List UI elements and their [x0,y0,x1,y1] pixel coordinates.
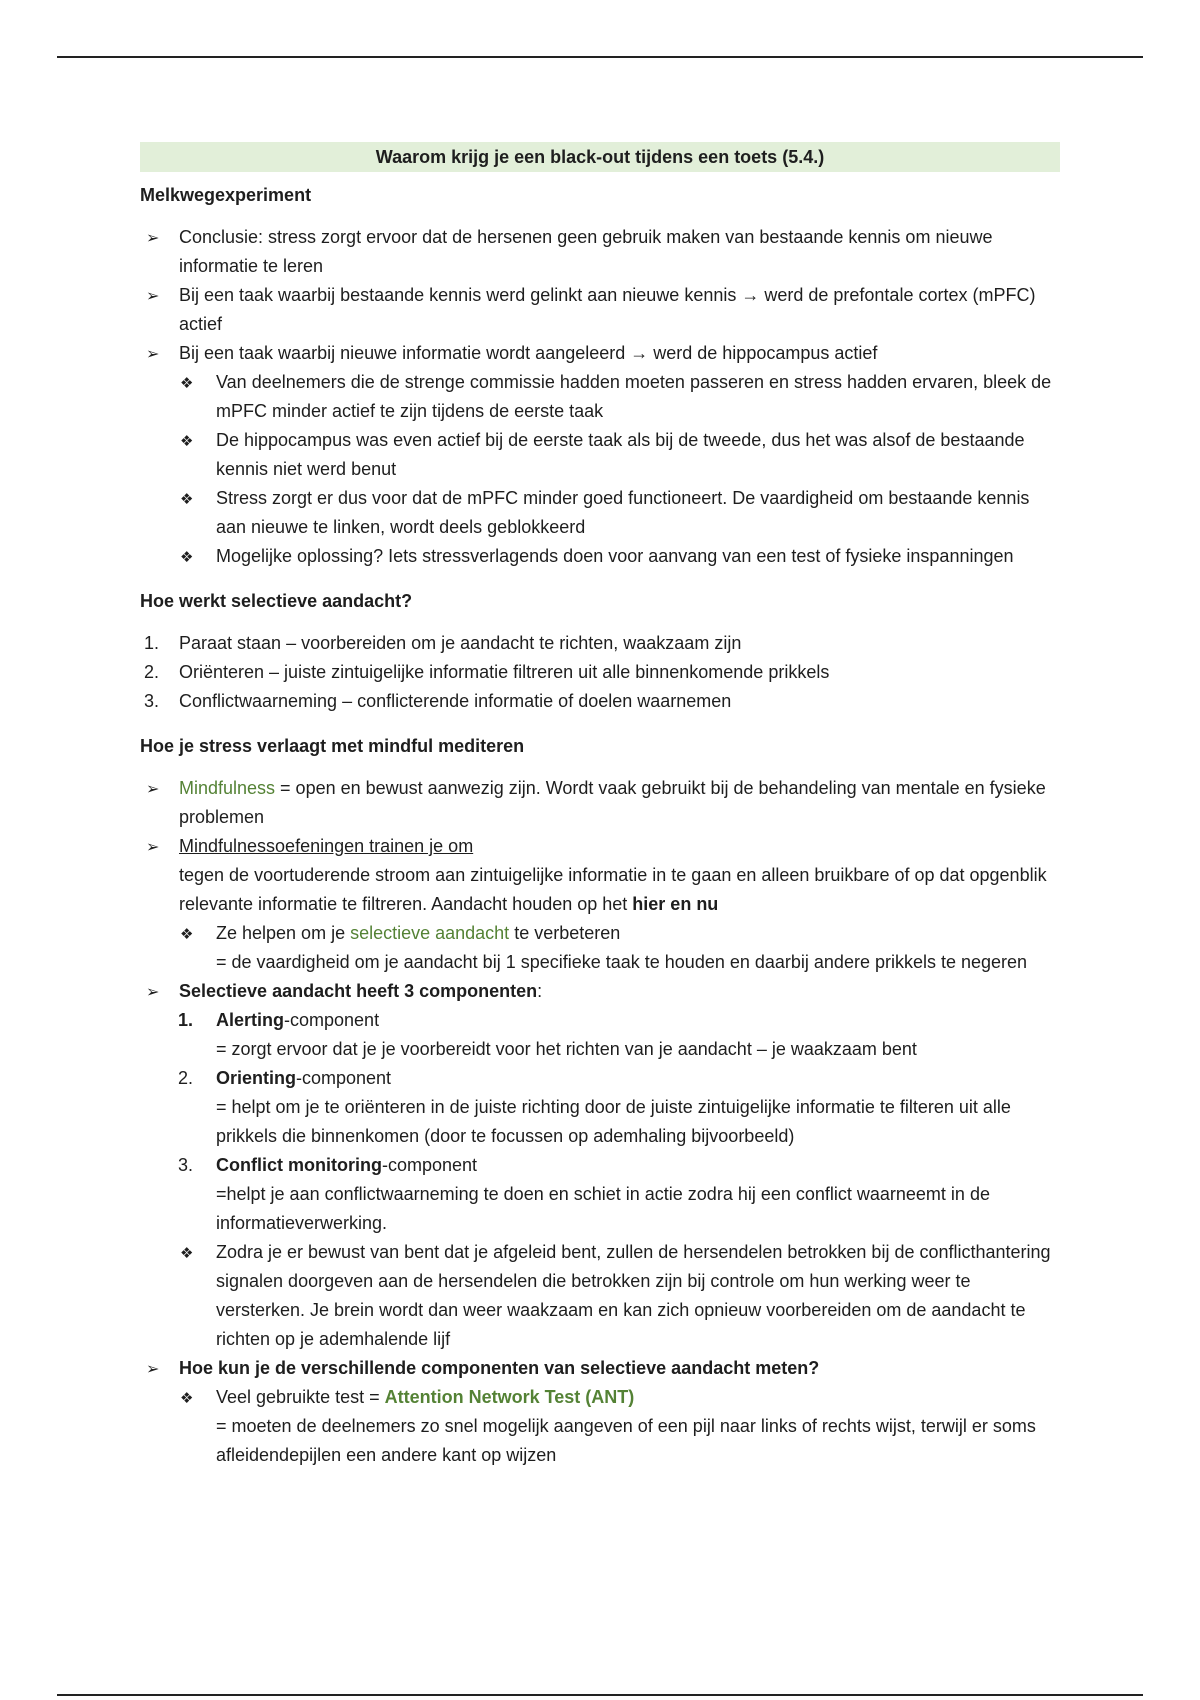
list-subitem: ❖ Mogelijke oplossing? Iets stressverlagends doen voor aanvang van een test of fysieke inspanningen [140,542,1060,571]
section-heading-selectieve-aandacht: Hoe werkt selectieve aandacht? [140,591,413,611]
melkweg-list [140,223,1060,571]
list-item: ➢ Mindfulness = open en bewust aanwezig zijn. Wordt vaak gebruikt bij de behandeling van mentale en fysieke problemen [140,774,1060,832]
list-item: 2. Oriënteren – juiste zintuigelijke informatie filtreren uit alle binnenkomende prikkels [144,662,830,682]
document-page [140,142,1060,1470]
selectieve-aandacht-list [140,629,1060,716]
diamond-bullet-icon: ❖ [180,1245,194,1262]
section-heading-mindful: Hoe je stress verlaagt met mindful mediteren [140,736,525,756]
list-item: ➢ Selectieve aandacht heeft 3 componenten: [140,977,1060,1006]
list-item: ➢ Mindfulnessoefeningen trainen je om tegen de voortuderende stroom aan zintuigelijke informatie in te gaan en alleen bruikbare of op dat opgenblik relevante informatie te filtreren. Aandacht houden op het hier en nu [140,832,1060,919]
diamond-bullet-icon: ❖ [180,433,194,450]
list-subitem: ❖ Ze helpen om je selectieve aandacht te verbeteren = de vaardigheid om je aandacht bij 1 specifieke taak te houden en daarbij andere prikkels te negeren [140,919,1060,977]
list-subitem: ❖ Stress zorgt er dus voor dat de mPFC minder goed functioneert. De vaardigheid om bestaande kennis aan nieuwe te linken, wordt deels geblokkeerd [140,484,1060,542]
arrowhead-bullet-icon: ➢ [146,230,160,247]
component-item: 1. Alerting-component = zorgt ervoor dat je je voorbereidt voor het richten van je aandacht – je waakzaam bent [178,1010,917,1059]
arrowhead-bullet-icon: ➢ [146,346,160,363]
page-title: Waarom krijg je een black-out tijdens een toets (5.4.) [140,142,1060,172]
diamond-bullet-icon: ❖ [180,491,194,508]
top-rule [57,56,1143,58]
list-subitem: ❖ Veel gebruikte test = Attention Network Test (ANT) = moeten de deelnemers zo snel mogelijk aangeven of een pijl naar links of rechts wijst, terwijl er soms afleidendepijlen een andere kant op wijzen [140,1383,1060,1470]
list-item: ➢ Hoe kun je de verschillende componenten van selectieve aandacht meten? [140,1354,1060,1383]
arrowhead-bullet-icon: ➢ [146,781,160,798]
list-item: ➢ Bij een taak waarbij bestaande kennis werd gelinkt aan nieuwe kennis → werd de prefontale cortex (mPFC) actief [140,281,1060,339]
list-subitem: ❖ De hippocampus was even actief bij de eerste taak als bij de tweede, dus het was alsof de bestaande kennis niet werd benut [140,426,1060,484]
list-item: 1. Paraat staan – voorbereiden om je aandacht te richten, waakzaam zijn [144,633,742,653]
arrowhead-bullet-icon: ➢ [146,839,160,856]
arrowhead-bullet-icon: ➢ [146,984,160,1001]
mindful-list [140,774,1060,1470]
diamond-bullet-icon: ❖ [180,375,194,392]
diamond-bullet-icon: ❖ [180,549,194,566]
list-subitem: ❖ Zodra je er bewust van bent dat je afgeleid bent, zullen de hersendelen betrokken bij de conflicthantering signalen doorgeven aan de hersendelen die betrokken zijn bij controle om hun werking weer te versterken. Je brein wordt dan weer waakzaam en kan zich opnieuw voorbereiden om de aandacht te richten op je ademhalende lijf [140,1238,1060,1354]
diamond-bullet-icon: ❖ [180,1390,194,1407]
list-subitem: ❖ Van deelnemers die de strenge commissie hadden moeten passeren en stress hadden ervaren, bleek de mPFC minder actief te zijn tijdens de eerste taak [140,368,1060,426]
bottom-rule [57,1694,1143,1696]
arrowhead-bullet-icon: ➢ [146,1361,160,1378]
list-item: ➢ Conclusie: stress zorgt ervoor dat de hersenen geen gebruik maken van bestaande kennis om nieuwe informatie te leren [140,223,1060,281]
section-heading-melkweg: Melkwegexperiment [140,185,312,205]
component-item: 2. Orienting-component = helpt om je te oriënteren in de juiste richting door de juiste zintuigelijke informatie te filteren uit alle prikkels die binnenkomen (door te focussen op ademhaling bijvoorbeeld) [178,1068,1011,1146]
arrowhead-bullet-icon: ➢ [146,288,160,305]
diamond-bullet-icon: ❖ [180,926,194,943]
list-item: 3. Conflictwaarneming – conflicterende informatie of doelen waarnemen [144,691,732,711]
component-item: 3. Conflict monitoring-component =helpt je aan conflictwaarneming te doen en schiet in actie zodra hij een conflict waarneemt in de informatieverwerking. [178,1155,990,1233]
list-item: ➢ Bij een taak waarbij nieuwe informatie wordt aangeleerd → werd de hippocampus actief [140,339,1060,368]
